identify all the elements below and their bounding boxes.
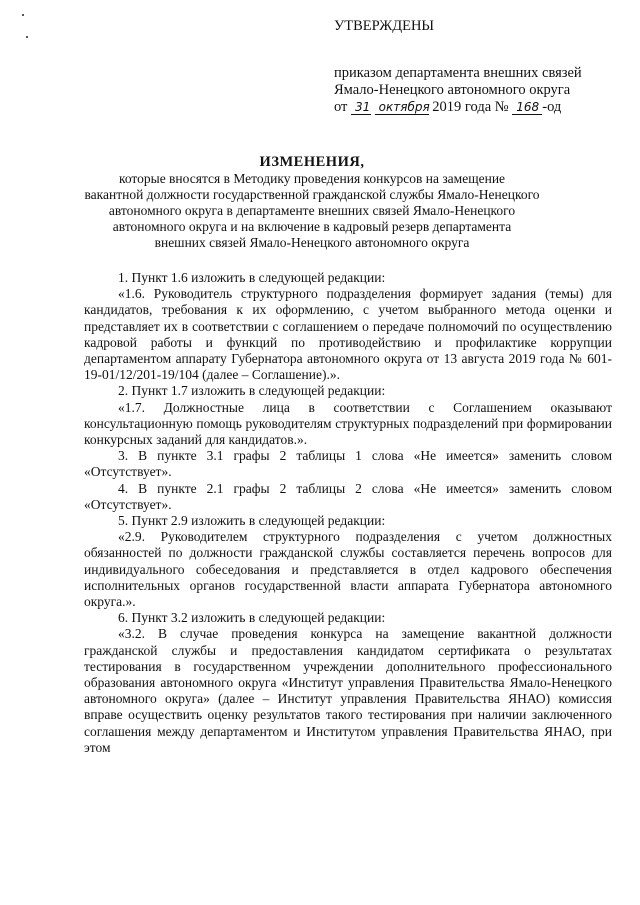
subtitle-line: вакантной должности государственной гражданской службы Ямало-Ненецкого xyxy=(84,187,540,202)
order-suffix: -од xyxy=(542,99,562,115)
paragraph: 1. Пункт 1.6 изложить в следующей редакции: xyxy=(118,270,386,285)
document-title-block xyxy=(82,154,542,251)
subtitle-line: автономного округа в департаменте внешних связей Ямало-Ненецкого xyxy=(108,203,516,218)
approval-line-1: приказом департамента внешних связей xyxy=(334,65,582,81)
paragraph: 2. Пункт 1.7 изложить в следующей редакции: xyxy=(118,383,386,399)
subtitle-line: автономного округа и на включение в кадровый резерв департамента xyxy=(112,219,512,234)
paragraph: «1.7. Должностные лица в соответствии с Соглашением оказывают консультационную помощь руководителям структурных подразделений при формировании конкурсных заданий для кандидатов.». xyxy=(84,399,612,448)
scan-speck xyxy=(22,14,24,16)
year-text: 2019 года № xyxy=(432,99,509,115)
paragraph: 5. Пункт 2.9 изложить в следующей редакции: xyxy=(118,513,386,529)
handwritten-order-number: 168 xyxy=(512,101,542,115)
approval-date-line xyxy=(334,99,634,116)
approval-heading: УТВЕРЖДЕНЫ xyxy=(334,18,435,34)
date-prefix: от xyxy=(334,99,348,115)
approval-stamp xyxy=(334,18,634,116)
paragraph: 3. В пункте 3.1 графы 2 таблицы 1 слова «Не имеется» заменить словом «Отсутствует». xyxy=(84,448,612,480)
paragraph: 6. Пункт 3.2 изложить в следующей редакции: xyxy=(118,610,386,626)
subtitle-line: которые вносятся в Методику проведения конкурсов на замещение xyxy=(118,171,506,186)
subtitle-line: внешних связей Ямало-Ненецкого автономного округа xyxy=(154,235,470,250)
handwritten-day: 31 xyxy=(351,101,371,115)
approval-line-2: Ямало-Ненецкого автономного округа xyxy=(334,82,571,98)
paragraph: «3.2. В случае проведения конкурса на замещение вакантной должности гражданской службы и предоставления кандидатом сертификата о результатах тестирования в государственном учреждении дополнительного профессионального образования автономного округа «Институт управления Правительства Ямало-Ненецкого автономного округа» (далее – Институт управления Правительства ЯНАО) комиссия вправе осуществить оценку результатов такого тестирования при наличии заключенного соглашения между департаментом и Институтом управления Правительства ЯНАО, при этом xyxy=(84,626,612,755)
paragraph: «1.6. Руководитель структурного подразделения формирует задания (темы) для кандидатов, требования к их оформлению, с учетом выбранного метода оценки и представляет их в соответствии с соглашением о передаче полномочий по осуществлению кадровой работы и функций по противодействию и профилактике коррупции департаментом аппарату Губернатора автономного округа от 13 августа 2019 года № 601-19-01/12/201-19/104 (далее – Соглашение).». xyxy=(84,286,612,383)
scan-speck xyxy=(26,36,28,38)
paragraph: 4. В пункте 2.1 графы 2 таблицы 2 слова «Не имеется» заменить словом «Отсутствует». xyxy=(84,480,612,512)
document-body xyxy=(84,270,612,756)
handwritten-month: октября xyxy=(375,101,429,115)
document-title: ИЗМЕНЕНИЯ, xyxy=(259,154,365,170)
paragraph: «2.9. Руководителем структурного подразделения с учетом должностных обязанностей по должности гражданской службы составляется перечень вопросов для индивидуального собеседования и представляется в отдел кадрового обеспечения исполнительных органов государственной власти аппарата Губернатора автономного округа.». xyxy=(84,529,612,610)
